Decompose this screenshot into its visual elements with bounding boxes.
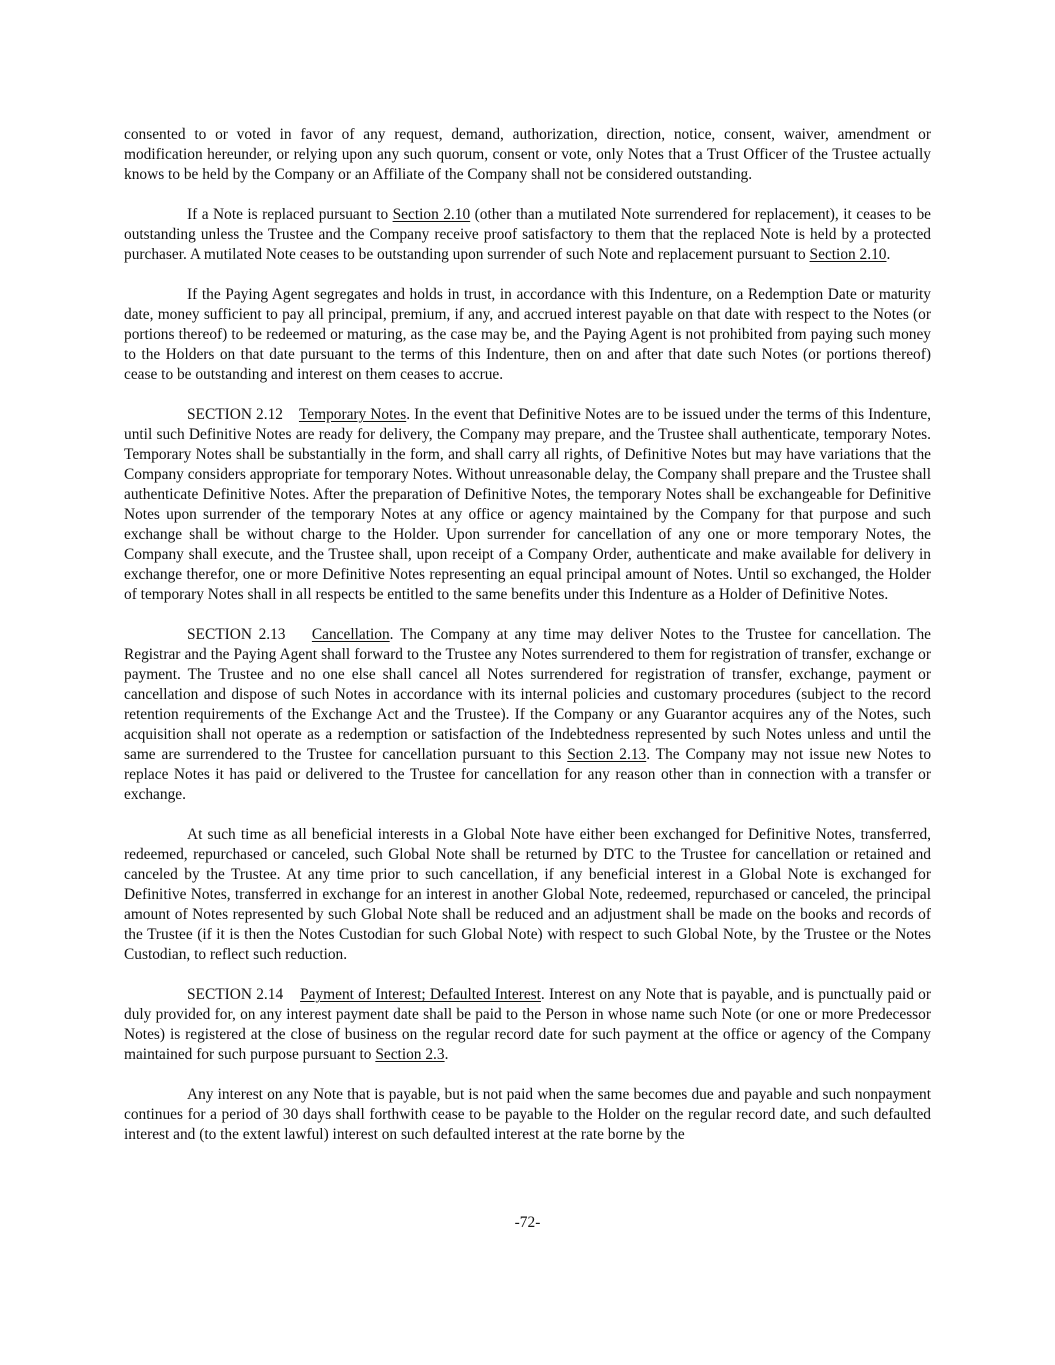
paragraph-replaced-note	[124, 205, 931, 265]
section-title: Payment of Interest; Defaulted Interest	[300, 986, 541, 1003]
paragraph-outstanding-continued: consented to or voted in favor of any request, demand, authorization, direction, notice, consent, waiver, amendment or modification hereunder, or relying upon any such quorum, consent or vote, only Notes that a Trust Officer of the Trustee actually knows to be held by the Company or an Affiliate of the Company shall not be considered outstanding.	[124, 126, 931, 183]
section-reference-link: Section 2.13	[567, 746, 647, 763]
paragraph-global-note: At such time as all beneficial interests in a Global Note have either been exchanged for Definitive Notes, transferred, redeemed, repurchased or canceled, such Global Note shall be returned by DTC to the Trustee for cancellation or retained and canceled by the Trustee. At any time prior to such cancellation, if any beneficial interest in a Global Note is exchanged for Definitive Notes, transferred in exchange for an interest in another Global Note, redeemed, repurchased or canceled, the principal amount of Notes represented by such Global Note shall be reduced and an adjustment shall be made on the books and records of the Trustee (if it is then the Notes Custodian for such Global Note) with respect to such Global Note, by the Trustee or the Notes Custodian, to reflect such reduction.	[124, 826, 931, 963]
page-number: -72-	[514, 1214, 541, 1231]
section-number: SECTION 2.14	[187, 986, 284, 1003]
document-page	[124, 125, 931, 1165]
section-number: SECTION 2.12	[187, 406, 283, 423]
section-body: . Interest on any Note that is payable, and is punctually paid or duly provided for, on any interest payment date shall be paid to the Person in whose name such Note (or one or more Predecessor Notes) is registered at the close of business on the regular record date for such payment at the office or agency of the Company maintained for such purpose pursuant to	[124, 986, 932, 1063]
section-reference-link: Section 2.10	[392, 206, 471, 223]
text-run: (other than a mutilated Note surrendered for replacement), it ceases to be outstanding unless the Trustee and the Company receive proof satisfactory to them that the replaced Note is held by a protected purchaser. A mutilated Note ceases to be outstanding upon surrender of such Note and replacement pursuant to	[124, 206, 931, 263]
section-2-14	[124, 985, 931, 1065]
paragraph-paying-agent: If the Paying Agent segregates and holds in trust, in accordance with this Indenture, on a Redemption Date or maturity date, money sufficient to pay all principal, premium, if any, and accrued interest payable on that date with respect to the Notes (or portions thereof) to be redeemed or maturing, as the case may be, and the Paying Agent is not prohibited from paying such money to the Holders on that date pursuant to the terms of this Indenture, then on and after that date such Notes (or portions thereof) cease to be outstanding and interest on them ceases to accrue.	[124, 286, 931, 383]
section-title: Cancellation	[311, 626, 390, 643]
section-reference-link: Section 2.3	[375, 1046, 445, 1063]
text-run: If a Note is replaced pursuant to	[187, 206, 393, 223]
section-title: Temporary Notes	[298, 406, 407, 423]
section-body: .	[444, 1046, 449, 1063]
section-2-13	[124, 625, 931, 805]
section-2-12	[124, 405, 931, 605]
text-run: .	[886, 246, 891, 263]
section-body: . In the event that Definitive Notes are to be issued under the terms of this Indenture, until such Definitive Notes are ready for delivery, the Company may prepare, and the Trustee shall authenticate, temporary Notes. Temporary Notes shall be substantially in the form, and shall carry all rights, of Definitive Notes but may have variations that the Company considers appropriate for temporary Notes. Without unreasonable delay, the Company shall prepare and the Trustee shall authenticate Definitive Notes. After the preparation of Definitive Notes, the temporary Notes shall be exchangeable for Definitive Notes upon surrender of the temporary Notes at any office or agency maintained by the Company for that purpose and such exchange shall be without charge to the Holder. Upon surrender for cancellation of any one or more temporary Notes, the Company shall execute, and the Trustee shall, upon receipt of a Company Order, authenticate and make available for delivery in exchange therefor, one or more Definitive Notes representing an equal principal amount of Notes. Until so exchanged, the Holder of temporary Notes shall in all respects be entitled to the same benefits under this Indenture as a Holder of Definitive Notes.	[124, 406, 932, 603]
section-body: . The Company at any time may deliver Notes to the Trustee for cancellation. The Registrar and the Paying Agent shall forward to the Trustee any Notes surrendered to them for registration of transfer, exchange or payment. The Trustee and no one else shall cancel all Notes surrendered for registration of transfer, exchange, payment or cancellation and dispose of such Notes in accordance with its internal policies and customary procedures (subject to the record retention requirements of the Exchange Act and the Trustee). If the Company or any Guarantor acquires any of the Notes, such acquisition shall not operate as a redemption or satisfaction of the Indebtedness represented by such Notes unless and until the same are surrendered to the Trustee for cancellation pursuant to this	[124, 626, 932, 763]
section-body: . The Company may not issue new Notes to replace Notes it has paid or delivered to the Trustee for cancellation for any reason other than in connection with a transfer or exchange.	[124, 746, 932, 803]
section-number: SECTION 2.13	[187, 626, 286, 643]
paragraph-defaulted-interest: Any interest on any Note that is payable, but is not paid when the same becomes due and payable and such nonpayment continues for a period of 30 days shall forthwith cease to be payable to the Holder on the regular record date, and such defaulted interest and (to the extent lawful) interest on such defaulted interest at the rate borne by the	[124, 1086, 931, 1143]
section-reference-link: Section 2.10	[809, 246, 887, 263]
